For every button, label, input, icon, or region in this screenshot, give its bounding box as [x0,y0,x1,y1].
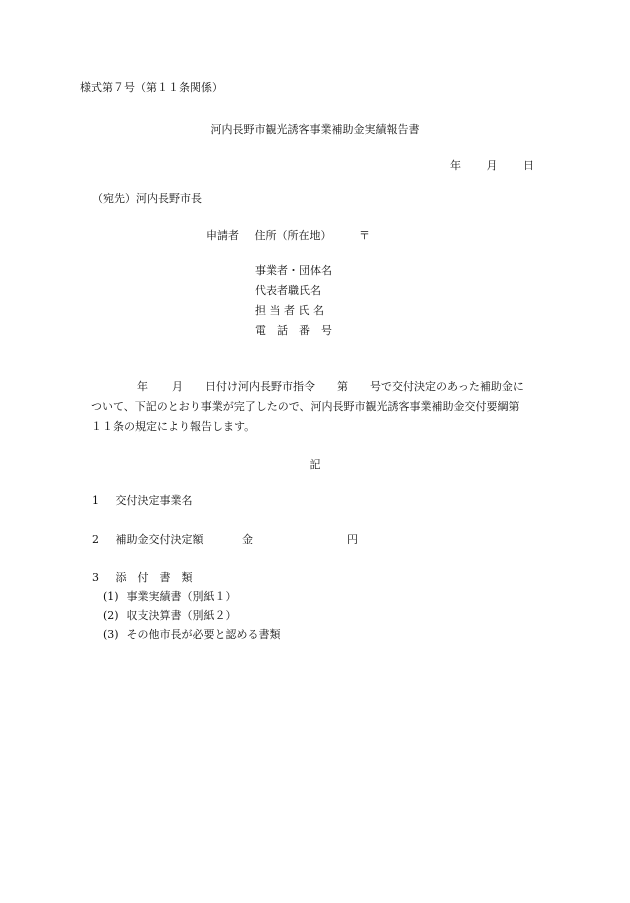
item-2 [92,532,358,547]
body-line-2: ついて、下記のとおり事業が完了したので、河内長野市観光誘客事業補助金交付要綱第 [91,400,520,413]
report-body [91,377,559,437]
representative-label: 代表者職氏名 [255,284,321,297]
address-label: 住所（所在地） [254,229,332,242]
item-1 [92,493,193,508]
body-line-3: １１条の規定により報告します。 [91,420,256,433]
business-name-label: 事業者・団体名 [255,264,332,277]
item-2-kin: 金 [242,533,253,546]
form-number: 様式第７号（第１１条関係） [80,81,223,94]
applicant-fields [255,263,332,343]
date-line [428,158,534,173]
date-day: 日 [523,159,534,172]
attachment-2-number: (2) [103,609,119,622]
applicant-label: 申請者 [206,229,239,242]
postal-mark: 〒 [359,229,370,242]
item-2-label: 補助金交付決定額 [115,533,204,546]
item-3-number: 3 [92,571,99,584]
attachment-3-number: (3) [103,628,119,641]
attachment-1-label: 事業実績書（別紙１） [126,590,237,603]
item-3-label: 添 付 書 類 [115,571,193,584]
attachment-1 [103,589,237,604]
item-2-number: 2 [92,533,99,546]
body-text-1: 日付け河内長野市指令 [205,380,315,393]
item-1-label: 交付決定事業名 [115,494,193,507]
item-1-number: 1 [92,494,99,507]
attachment-2 [103,608,237,623]
phone-label: 電 話 番 号 [255,324,332,337]
applicant-row [206,228,382,243]
date-year: 年 [450,159,461,172]
document-title: 河内長野市観光誘客事業補助金実績報告書 [210,123,420,136]
item-3 [92,570,193,585]
body-line-1 [91,377,559,397]
attachment-3 [103,627,281,642]
body-dai: 第 [337,380,348,393]
date-month: 月 [486,159,498,172]
attachment-1-number: (1) [103,590,119,603]
ki-heading: 記 [309,458,321,471]
attachment-3-label: その他市長が必要と認める書類 [126,628,281,641]
body-year: 年 [137,380,148,393]
contact-person-label: 担 当 者 氏 名 [255,304,324,317]
attachment-2-label: 収支決算書（別紙２） [126,609,237,622]
body-month: 月 [172,380,183,393]
item-2-yen: 円 [347,533,358,546]
addressee: （宛先）河内長野市長 [92,192,202,205]
body-text-2: 号で交付決定のあった補助金に [370,380,524,393]
